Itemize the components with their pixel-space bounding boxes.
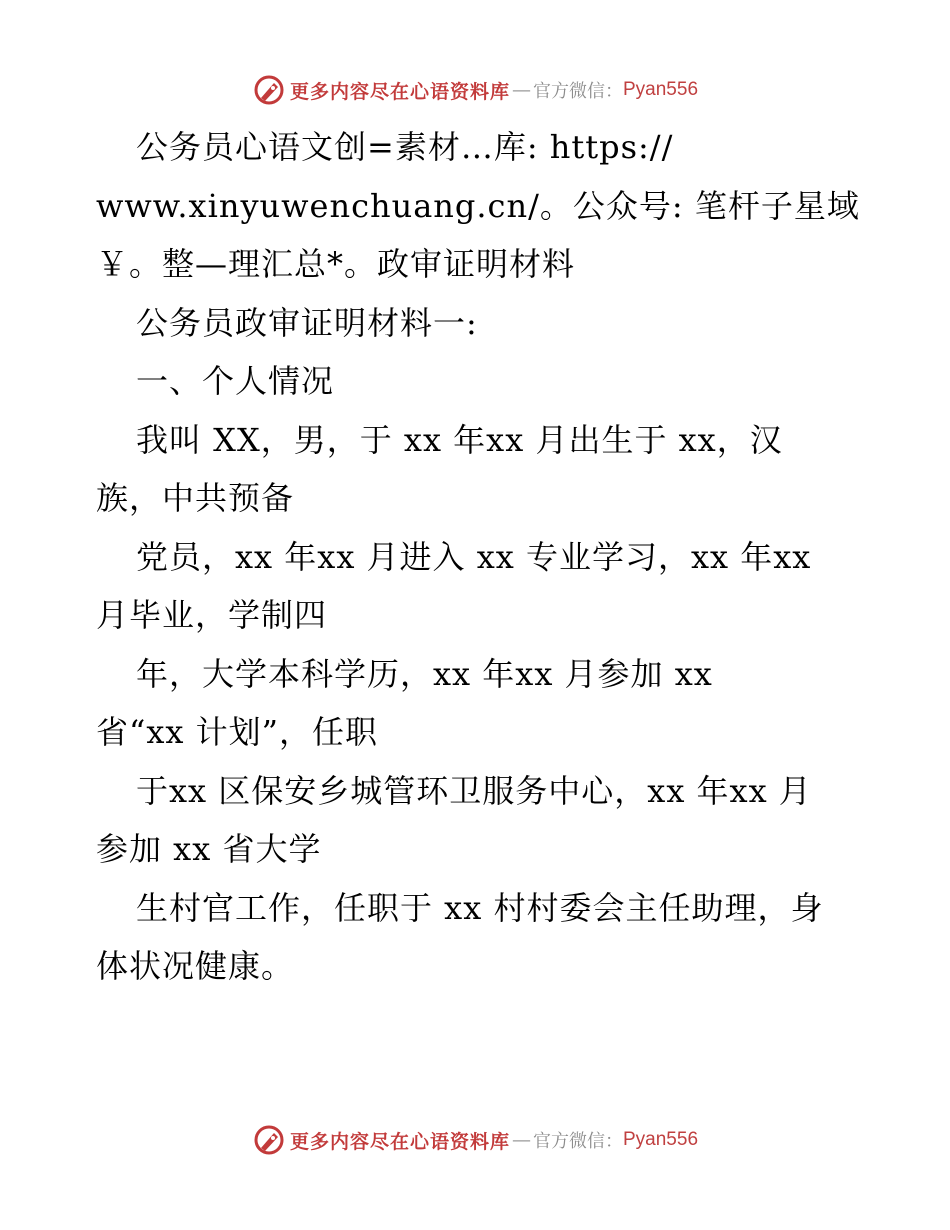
watermark-wechat-id: Pyan556 xyxy=(623,79,699,100)
document-body xyxy=(96,118,860,996)
pen-nib-logo-icon xyxy=(252,1123,286,1157)
text-line: 省“xx 计划”，任职 xyxy=(96,713,378,751)
watermark-wechat-id: Pyan556 xyxy=(623,1129,699,1150)
watermark-official-label: 官方微信： xyxy=(533,1131,623,1152)
text-line: 参加 xx 省大学 xyxy=(96,830,322,868)
watermark-text: 更多内容尽在心语资料库 xyxy=(289,1130,510,1153)
text-line: 于xx 区保安乡城管环卫服务中心，xx 年xx 月 xyxy=(136,771,812,810)
subsection-heading: 一、个人情况 xyxy=(136,362,335,400)
watermark-official-label: 官方微信： xyxy=(533,81,623,102)
text-line: www.xinyuwenchuang.cn/。公众号: 笔杆子星域 xyxy=(96,186,860,225)
text-line: 年，大学本科学历，xx 年xx 月参加 xx xyxy=(136,654,713,693)
text-line: 族，中共预备 xyxy=(96,479,295,517)
text-line: 体状况健康。 xyxy=(96,947,295,985)
footer-watermark xyxy=(0,1120,950,1160)
text-line: 我叫 XX，男，于 xx 年xx 月出生于 xx，汉 xyxy=(136,420,783,459)
header-watermark xyxy=(0,70,950,110)
pen-nib-logo-icon xyxy=(252,73,286,107)
text-line: ￥。整—理汇总*。政审证明材料 xyxy=(96,245,576,283)
text-line: 生村官工作，任职于 xx 村村委会主任助理，身 xyxy=(136,888,824,927)
text-line: 公务员心语文创=素材…库: https:// xyxy=(136,128,674,166)
text-line: 党员，xx 年xx 月进入 xx 专业学习，xx 年xx xyxy=(136,537,812,576)
text-line: 月毕业，学制四 xyxy=(96,596,328,634)
watermark-separator: — xyxy=(512,1129,531,1151)
section-title: 公务员政审证明材料一: xyxy=(136,303,478,342)
watermark-separator: — xyxy=(512,79,531,101)
watermark-text: 更多内容尽在心语资料库 xyxy=(289,80,510,103)
